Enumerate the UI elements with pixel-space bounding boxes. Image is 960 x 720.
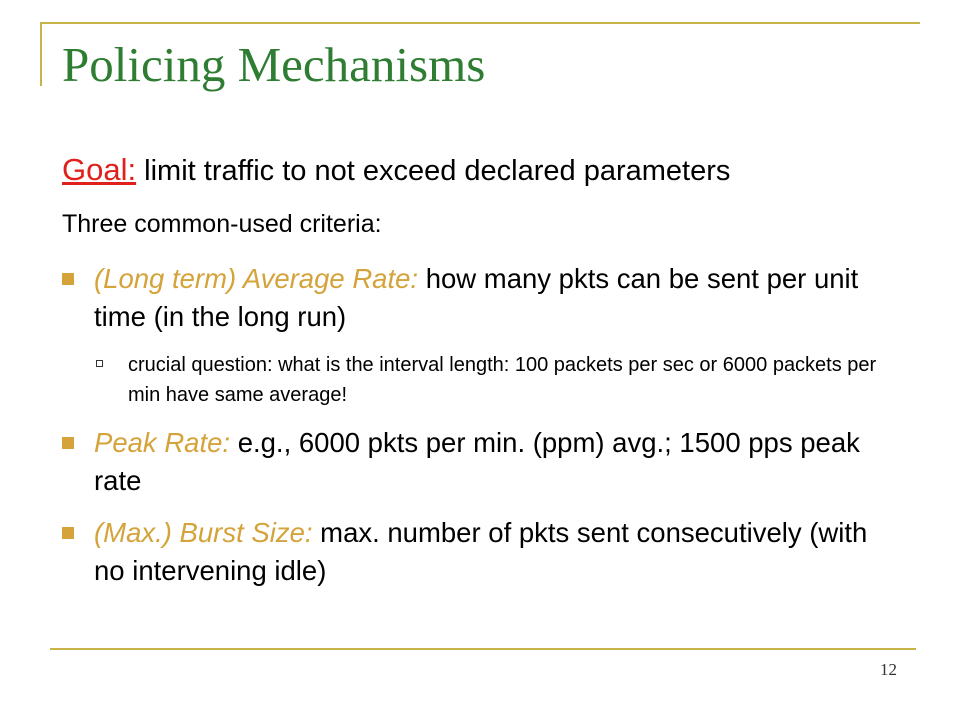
- bullet-average-rate: [62, 260, 882, 336]
- bottom-rule: [50, 648, 916, 650]
- page-number: 12: [880, 660, 897, 679]
- bullet-term: (Long term) Average Rate:: [94, 263, 419, 294]
- top-left-tick: [40, 22, 42, 86]
- bullet-text: how many pkts can be sent per unit time (in the long run): [94, 263, 859, 332]
- subbullet-text: crucial question: what is the interval length: 100 packets per sec or 6000 packets per min have same average!: [128, 354, 877, 406]
- bullet-text: max. number of pkts sent consecutively (with no intervening idle): [94, 517, 868, 586]
- intro-text: Three common-used criteria:: [62, 210, 382, 238]
- square-bullet-icon: [62, 437, 74, 449]
- square-bullet-icon: [62, 527, 74, 539]
- subbullet-interval: [96, 350, 896, 410]
- goal-label: Goal:: [62, 152, 137, 187]
- hollow-square-bullet-icon: [96, 360, 103, 367]
- bullet-peak-rate: [62, 424, 882, 500]
- square-bullet-icon: [62, 273, 74, 285]
- bullet-term: (Max.) Burst Size:: [94, 517, 313, 548]
- top-rule: [40, 22, 920, 24]
- bullet-text: e.g., 6000 pkts per min. (ppm) avg.; 1500 pps peak rate: [94, 427, 860, 496]
- goal-line: [62, 152, 730, 188]
- slide-title: Policing Mechanisms: [62, 37, 486, 92]
- bullet-burst-size: [62, 514, 882, 590]
- bullet-term: Peak Rate:: [94, 427, 231, 458]
- goal-text: limit traffic to not exceed declared parameters: [144, 155, 731, 187]
